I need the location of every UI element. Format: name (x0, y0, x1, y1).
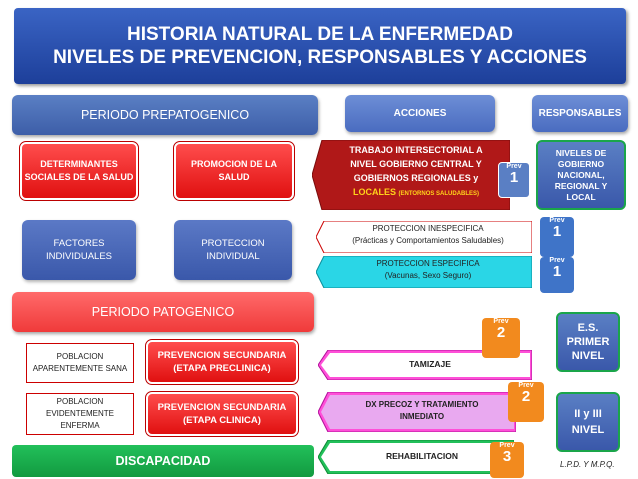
periodo-patogenico-header: PERIODO PATOGENICO (12, 292, 314, 332)
prev-badge-2b: Prev 2 (508, 382, 544, 422)
title-line-1: HISTORIA NATURAL DE LA ENFERMEDAD (127, 24, 513, 45)
prev-badge-3: Prev 3 (490, 442, 524, 478)
responsables-header: RESPONSABLES (532, 95, 628, 132)
poblacion-sana-box: POBLACION APARENTEMENTE SANA (26, 343, 134, 383)
trabajo-text: TRABAJO INTERSECTORIAL A NIVEL GOBIERNO CENTRAL Y GOBIERNOS REGIONALES y LOCALES (ENTORNOS SALUDABLES) (349, 145, 483, 197)
responsable-primer-nivel-box: E.S. PRIMER NIVEL (556, 312, 620, 372)
prev-badge-1a: Prev 1 (498, 162, 530, 198)
tamizaje-text: TAMIZAJE (409, 359, 451, 369)
diagram-title (14, 8, 626, 84)
credit-text: L.P.D. Y M.P.Q. (560, 460, 615, 469)
promocion-box: PROMOCION DE LA SALUD (174, 142, 294, 200)
prev-secundaria-preclinica-box: PREVENCION SECUNDARIA (ETAPA PRECLINICA) (146, 340, 298, 384)
proteccion-box: PROTECCION INDIVIDUAL (174, 220, 292, 280)
title-line-2: NIVELES DE PREVENCION, RESPONSABLES Y ACCIONES (53, 47, 587, 68)
periodo-prepatogenico-header: PERIODO PREPATOGENICO (12, 95, 318, 135)
dx-precoz-text: DX PRECOZ Y TRATAMIENTO INMEDIATO (365, 400, 479, 421)
prev-badge-1b: Prev 1 (540, 217, 574, 257)
inespecifica-text: PROTECCION INESPECIFICA (Prácticas y Comportamientos Saludables) (352, 224, 504, 245)
prev-badge-1c: Prev 1 (540, 257, 574, 293)
responsable-ii-iii-nivel-box: II y III NIVEL (556, 392, 620, 452)
prev-badge-2a: Prev 2 (482, 318, 520, 358)
factores-box: FACTORES INDIVIDUALES (22, 220, 136, 280)
poblacion-enferma-box: POBLACION EVIDENTEMENTE ENFERMA (26, 393, 134, 435)
discapacidad-box: DISCAPACIDAD (12, 445, 314, 477)
prev-secundaria-clinica-box: PREVENCION SECUNDARIA (ETAPA CLINICA) (146, 392, 298, 436)
rehabilitacion-text: REHABILITACION (385, 451, 459, 461)
responsable-gobierno-box: NIVELES DE GOBIERNO NACIONAL, REGIONAL Y LOCAL (536, 140, 626, 210)
determinantes-box: DETERMINANTES SOCIALES DE LA SALUD (20, 142, 138, 200)
acciones-header: ACCIONES (345, 95, 495, 132)
especifica-text: PROTECCION ESPECIFICA (Vacunas, Sexo Seguro) (376, 259, 480, 280)
